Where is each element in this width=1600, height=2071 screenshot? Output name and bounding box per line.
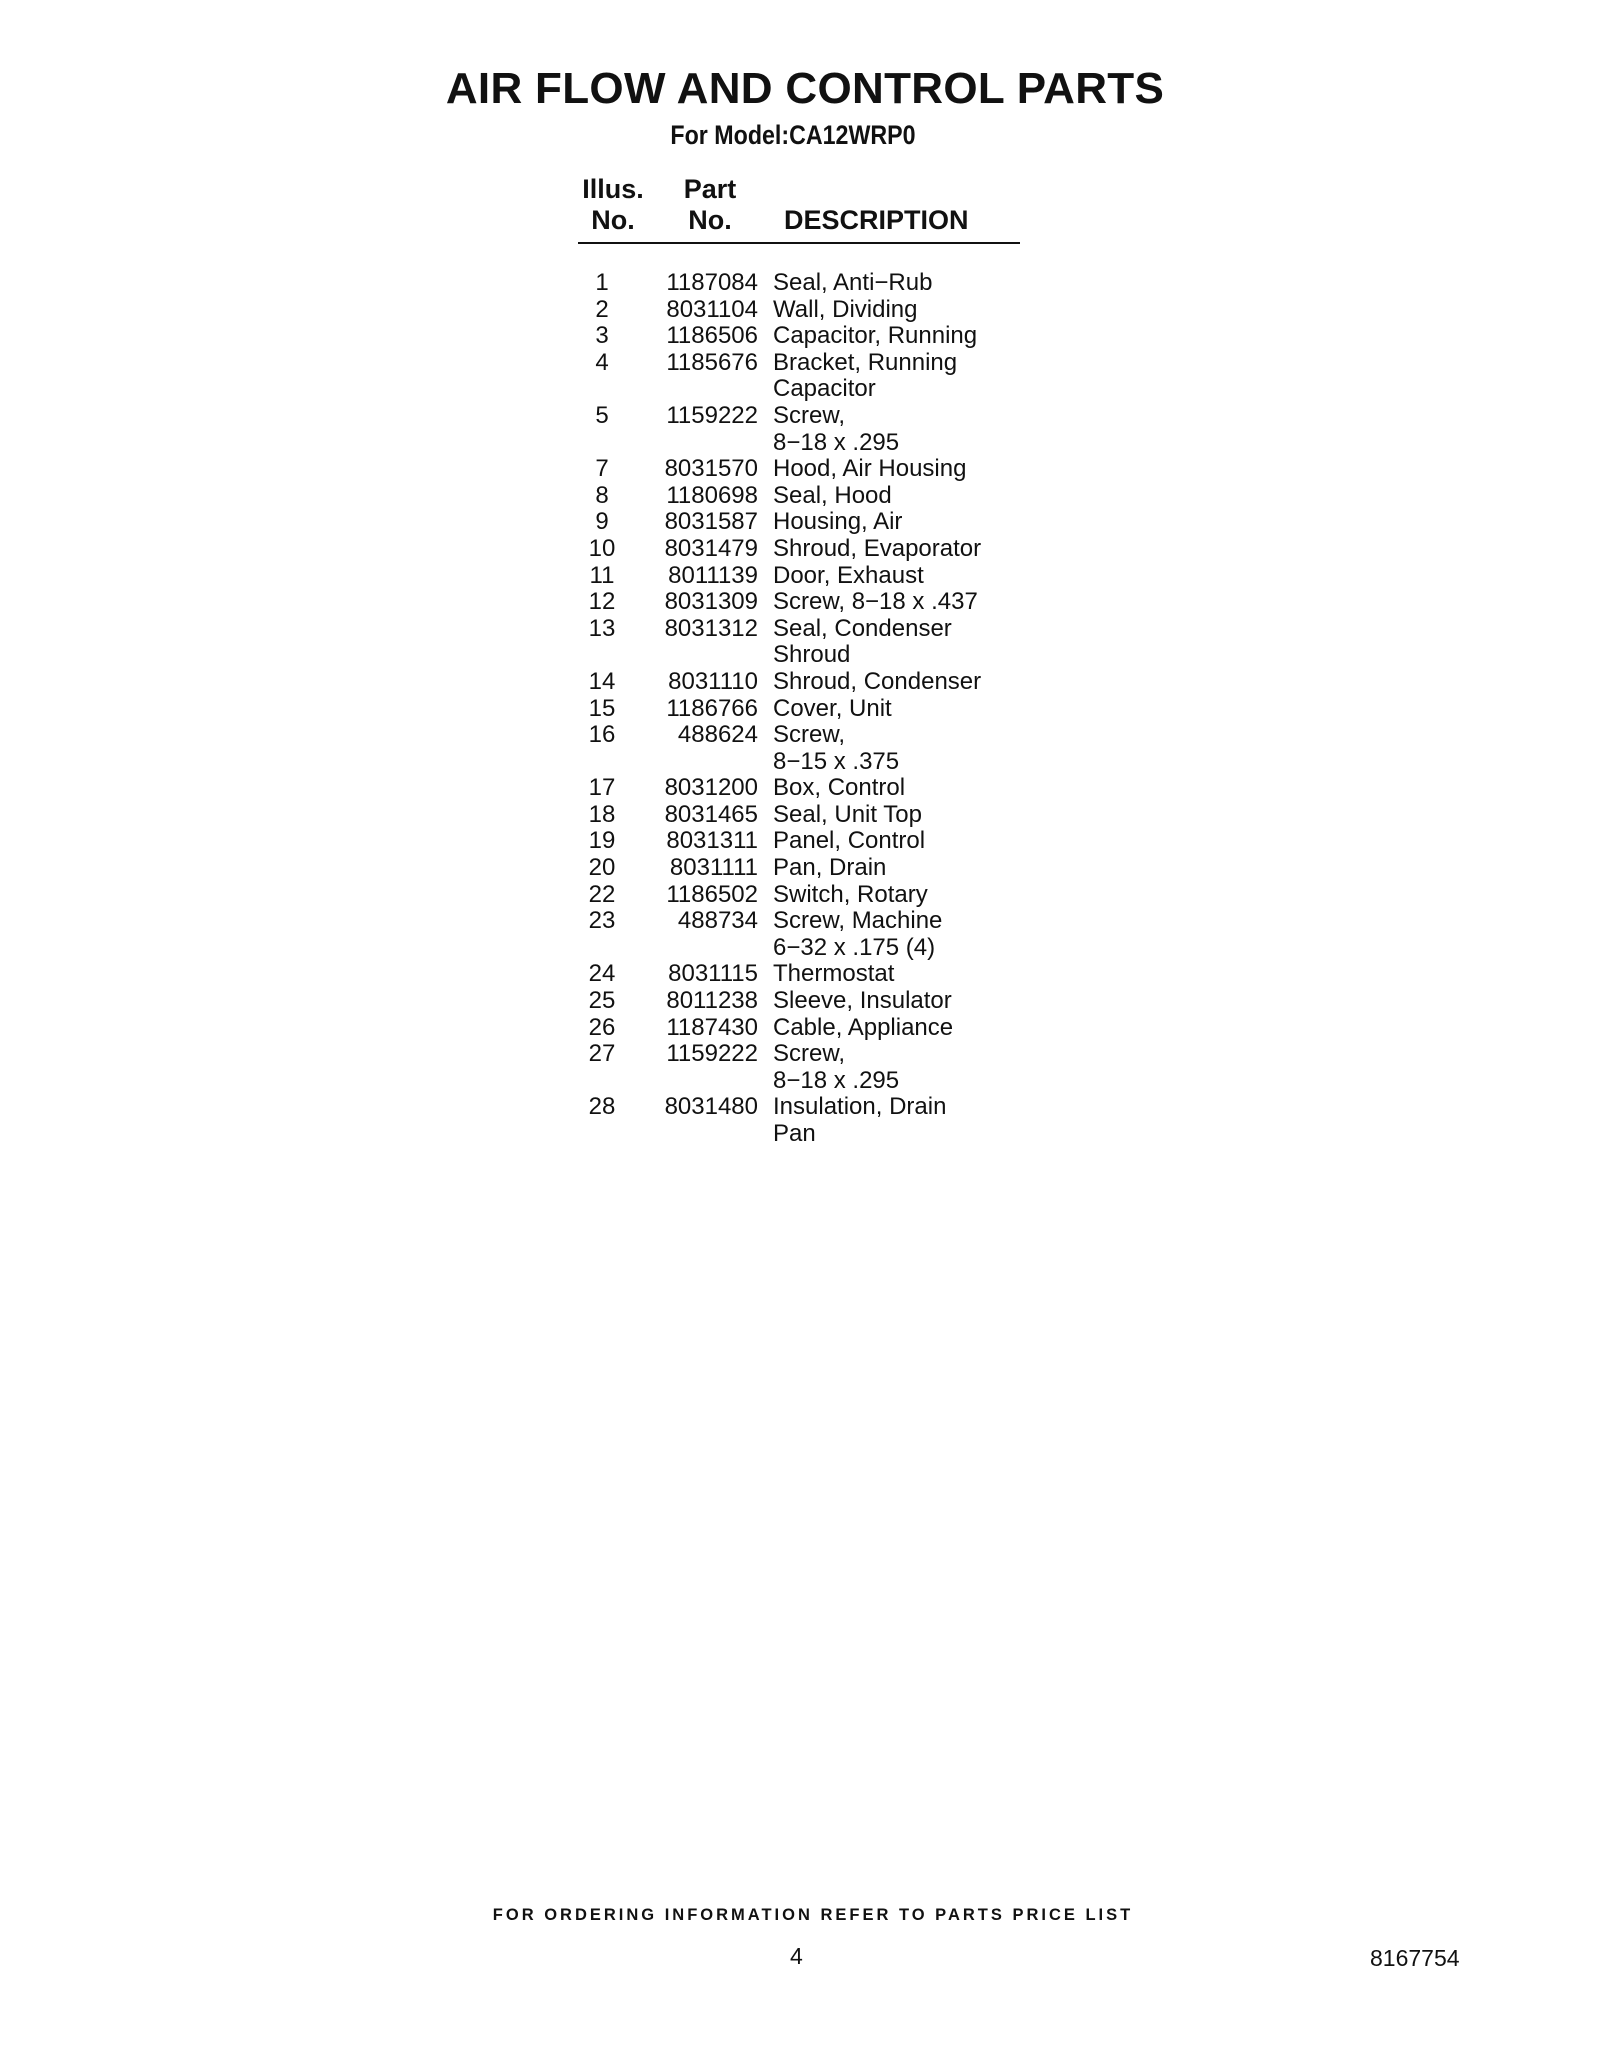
table-row [578, 988, 1020, 1015]
part-description: Thermostat [773, 960, 895, 988]
table-row [578, 589, 1020, 616]
illus-number: 23 [588, 907, 616, 935]
illus-number: 13 [588, 614, 616, 642]
part-description: Wall, Dividing [773, 295, 918, 323]
part-number: 1159222 [666, 401, 758, 429]
part-description: Seal, Hood [773, 481, 892, 509]
table-row [578, 616, 1020, 669]
illus-number: 15 [588, 694, 616, 722]
illus-number: 19 [588, 827, 616, 855]
part-number: 8031200 [664, 774, 758, 802]
illus-number: 7 [595, 455, 609, 483]
illus-number: 11 [589, 561, 615, 589]
page-title: AIR FLOW AND CONTROL PARTS [445, 64, 1165, 113]
part-description: Screw, 8−18 x .437 [773, 588, 978, 616]
part-description: Seal, Anti−Rub [773, 269, 933, 296]
header-illus-line1: Illus. [582, 174, 644, 204]
model-subtitle: For Model:CA12WRP0 [670, 120, 916, 150]
part-description: Insulation, Drain [773, 1093, 947, 1121]
part-number: 1186506 [666, 322, 758, 350]
table-row [578, 297, 1020, 324]
table-row [578, 669, 1020, 696]
part-number: 8011238 [666, 987, 758, 1015]
illus-number: 12 [588, 588, 616, 616]
part-number: 1186766 [666, 694, 758, 722]
table-row [578, 509, 1020, 536]
illus-number: 1 [595, 269, 609, 296]
part-description: Capacitor [773, 375, 876, 403]
part-description: Box, Control [773, 774, 906, 802]
part-description: Cover, Unit [773, 694, 892, 722]
table-row [578, 1015, 1020, 1042]
table-row [578, 270, 1020, 297]
part-number: 488734 [677, 907, 758, 935]
table-row [578, 1094, 1020, 1147]
part-number: 1187084 [666, 269, 758, 296]
table-header [578, 172, 1020, 244]
illus-number: 20 [588, 854, 616, 882]
illus-number: 17 [588, 774, 616, 802]
table-body [578, 244, 1020, 1148]
part-number: 8031479 [664, 534, 758, 562]
table-row [578, 722, 1020, 775]
part-description: Seal, Condenser [773, 614, 952, 642]
illus-number: 14 [588, 667, 616, 695]
part-number: 8031465 [664, 800, 758, 828]
part-description: 8−18 x .295 [773, 428, 900, 456]
table-row [578, 855, 1020, 882]
table-row [578, 350, 1020, 403]
part-description: Pan [773, 1120, 816, 1147]
table-row [578, 483, 1020, 510]
part-description: Screw, [773, 721, 846, 749]
page-number: 4 [790, 1943, 803, 1969]
illus-number: 25 [588, 987, 616, 1015]
part-description: Door, Exhaust [773, 561, 924, 589]
part-description: Screw, [773, 401, 846, 429]
illus-number: 16 [588, 721, 616, 749]
part-number: 8011139 [668, 561, 758, 589]
illus-number: 2 [595, 295, 609, 323]
document-number: 8167754 [1370, 1945, 1460, 1971]
illus-number: 18 [588, 800, 616, 828]
table-row [578, 323, 1020, 350]
part-description: 8−15 x .375 [773, 747, 900, 775]
part-number: 8031587 [664, 508, 758, 536]
part-number: 8031104 [666, 295, 758, 323]
table-row [578, 563, 1020, 590]
parts-table [578, 172, 1020, 1148]
part-description: Shroud [773, 641, 851, 669]
table-row [578, 882, 1020, 909]
table-row [578, 961, 1020, 988]
part-number: 8031111 [669, 854, 758, 882]
ordering-note: FOR ORDERING INFORMATION REFER TO PARTS PRICE LIST [492, 1906, 1134, 1924]
table-row [578, 1041, 1020, 1094]
illus-number: 28 [588, 1093, 616, 1121]
part-number: 1187430 [666, 1013, 758, 1041]
part-description: Panel, Control [773, 827, 926, 855]
illus-number: 27 [588, 1040, 616, 1068]
part-number: 488624 [677, 721, 758, 749]
part-number: 8031311 [666, 827, 758, 855]
part-description: Shroud, Evaporator [773, 534, 982, 562]
table-row [578, 456, 1020, 483]
part-description: Screw, Machine [773, 907, 943, 935]
part-description: Seal, Unit Top [773, 800, 922, 828]
part-description: 6−32 x .175 (4) [773, 933, 936, 961]
part-description: 8−18 x .295 [773, 1066, 900, 1094]
part-number: 8031110 [668, 667, 758, 695]
illus-number: 5 [595, 401, 609, 429]
header-description: DESCRIPTION [784, 205, 969, 235]
illus-number: 24 [588, 960, 616, 988]
table-row [578, 828, 1020, 855]
part-number: 8031570 [664, 455, 758, 483]
table-row [578, 403, 1020, 456]
part-description: Shroud, Condenser [773, 667, 982, 695]
part-description: Housing, Air [773, 508, 903, 536]
illus-number: 3 [595, 322, 609, 350]
illus-number: 10 [588, 534, 616, 562]
part-number: 8031309 [664, 588, 758, 616]
table-row [578, 775, 1020, 802]
table-row [578, 908, 1020, 961]
part-description: Capacitor, Running [773, 322, 978, 350]
part-description: Screw, [773, 1040, 846, 1068]
part-description: Hood, Air Housing [773, 455, 967, 483]
illus-number: 26 [588, 1013, 616, 1041]
part-number: 1186502 [666, 880, 758, 908]
header-illus-line2: No. [591, 205, 635, 235]
part-description: Cable, Appliance [773, 1013, 954, 1041]
table-row [578, 536, 1020, 563]
illus-number: 4 [595, 348, 609, 376]
part-number: 8031480 [664, 1093, 758, 1121]
header-part-line1: Part [683, 174, 737, 204]
part-number: 8031115 [668, 960, 758, 988]
part-description: Bracket, Running [773, 348, 958, 376]
illus-number: 9 [595, 508, 609, 536]
illus-number: 8 [595, 481, 609, 509]
illus-number: 22 [588, 880, 616, 908]
part-description: Switch, Rotary [773, 880, 928, 908]
table-row [578, 802, 1020, 829]
part-number: 1159222 [666, 1040, 758, 1068]
part-number: 8031312 [664, 614, 758, 642]
part-number: 1180698 [666, 481, 758, 509]
header-part-line2: No. [688, 205, 732, 235]
table-row [578, 696, 1020, 723]
part-description: Sleeve, Insulator [773, 987, 952, 1015]
part-number: 1185676 [666, 348, 758, 376]
part-description: Pan, Drain [773, 854, 887, 882]
